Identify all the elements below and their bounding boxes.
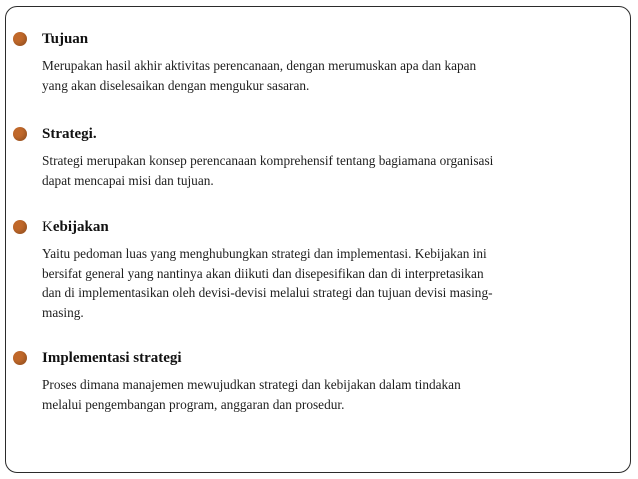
section-heading bbox=[42, 348, 461, 368]
heading-text-first-letter: K bbox=[42, 218, 53, 235]
heading-text-rest: ebijakan bbox=[52, 218, 109, 235]
section-strategi bbox=[42, 124, 493, 190]
section-body: Yaitu pedoman luas yang menghubungkan strategi dan implementasi. Kebijakan ini bersifat general yang nantinya akan diikuti dan disepesifikan dan di interpretasikan dan di implementasikan oleh devisi-devisi melalui strategi dan tujuan devisi masing- masing. bbox=[42, 246, 493, 320]
heading-text: Implementasi strategi bbox=[42, 349, 182, 366]
bullet-dot-icon bbox=[13, 127, 27, 141]
section-heading bbox=[42, 29, 476, 49]
slide-frame bbox=[5, 6, 631, 473]
section-heading bbox=[42, 217, 493, 237]
section-body: Proses dimana manajemen mewujudkan strategi dan kebijakan dalam tindakan melalui pengembangan program, anggaran dan prosedur. bbox=[42, 377, 461, 412]
section-heading bbox=[42, 124, 493, 144]
heading-text: Strategi. bbox=[42, 125, 97, 142]
bullet-dot-icon bbox=[13, 32, 27, 46]
section-body: Strategi merupakan konsep perencanaan komprehensif tentang bagiamana organisasi dapat mencapai misi dan tujuan. bbox=[42, 153, 494, 188]
section-implementasi-strategi bbox=[42, 348, 461, 414]
bullet-dot-icon bbox=[13, 220, 27, 234]
section-body: Merupakan hasil akhir aktivitas perencanaan, dengan merumuskan apa dan kapan yang akan diselesaikan dengan mengukur sasaran. bbox=[42, 58, 477, 93]
bullet-dot-icon bbox=[13, 351, 27, 365]
section-kebijakan bbox=[42, 217, 493, 322]
heading-text: Tujuan bbox=[42, 30, 89, 47]
section-tujuan bbox=[42, 29, 476, 95]
